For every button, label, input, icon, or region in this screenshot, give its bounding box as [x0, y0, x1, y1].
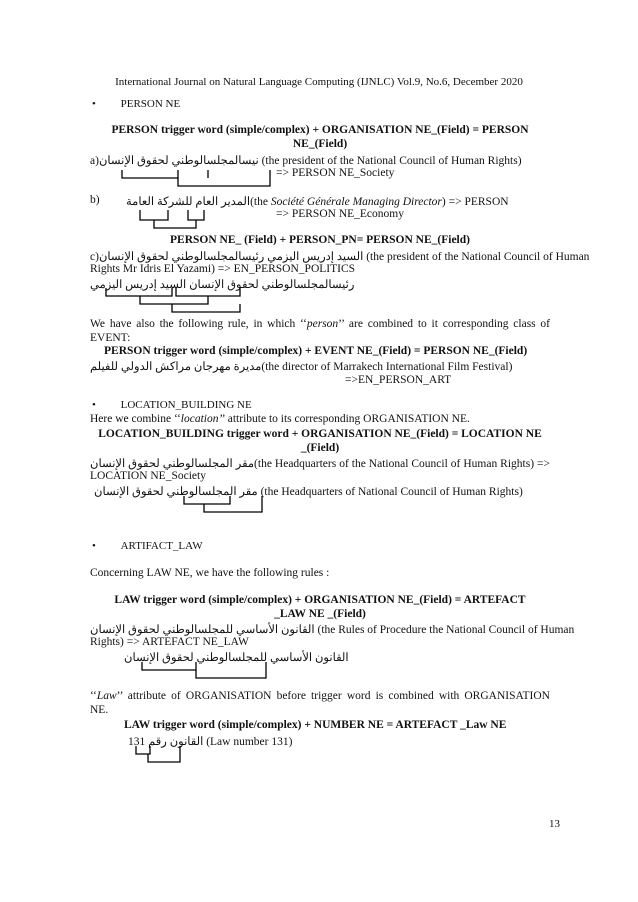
- artifact-example-arabic: القانون الأساسي للمجلسالوطني لحقوق الإنسان: [90, 624, 315, 636]
- event-intro-line2: EVENT:: [90, 332, 131, 344]
- bullet-symbol: •: [92, 98, 96, 110]
- artifact-note-post: ’’ attribute of ORGANISATION before trigger word is combined with ORGANISATION: [116, 690, 550, 702]
- example-a-arabic: نيسالمجلسالوطني لحقوق الإنسان: [98, 155, 259, 167]
- location-rule-line2: _(Field): [300, 442, 340, 454]
- bracket-art-2: [196, 662, 266, 678]
- artifact-example-english: (the Rules of Procedure the National Council of Human: [317, 624, 575, 636]
- bullet-symbol: •: [92, 399, 96, 411]
- page-number: 13: [549, 818, 560, 830]
- bullet-symbol: •: [92, 540, 96, 552]
- journal-header: International Journal on Natural Language Computing (IJNLC) Vol.9, No.6, December 2020: [115, 76, 523, 88]
- bracket-c-4: [172, 304, 240, 312]
- bullet-artifact-title: ARTIFACT_LAW: [120, 540, 203, 552]
- event-example-english: (the director of Marrakech International Film Festival): [261, 361, 513, 373]
- example-c-arabic: السيد إدريس اليزمي رئيسالمجلسالوطني لحقوق الإنسان: [98, 251, 364, 263]
- event-example-arabic: مديرة مهرجان مراكش الدولي للفيلم: [90, 361, 262, 373]
- bracket-b-1: [140, 210, 168, 220]
- event-intro-pre: We have also the following rule, in which ‘‘: [90, 318, 307, 330]
- location-example2-english: (the Headquarters of National Council of Human Rights): [260, 486, 523, 498]
- example-a: [90, 153, 522, 167]
- example-c-english-line1: (the president of the National Council of Human: [366, 251, 590, 263]
- location-example-english: (the Headquarters of the National Council of Human Rights) =>: [254, 458, 550, 470]
- event-intro-italic: person: [306, 318, 339, 330]
- location-example2-arabic: مقر المجلسالوطني لحقوق الإنسان: [94, 486, 258, 498]
- artifact-rule1-line1: LAW trigger word (simple/complex) + ORGANISATION NE_(Field) = ARTEFACT: [114, 594, 526, 606]
- example-b-eng-post: ) => PERSON: [441, 196, 509, 208]
- bullet-artifact: [92, 540, 203, 552]
- artifact-example-arabic-breakdown: القانون الأساسي للمجلسالوطني لحقوق الإنسان: [124, 652, 349, 664]
- bracket-c-3: [140, 296, 208, 304]
- artifact-note-italic: Law: [96, 690, 117, 702]
- bracket-law-2: [148, 746, 180, 762]
- example-a-english: (the president of the National Council of Human Rights): [261, 155, 522, 167]
- location-example-line1: [90, 456, 550, 470]
- example-c-line1: [90, 249, 590, 263]
- person-rule1-line2: NE_(Field): [292, 138, 348, 150]
- event-rule: PERSON trigger word (simple/complex) + EVENT NE_(Field) = PERSON NE_(Field): [104, 345, 528, 357]
- artifact-example2-english: (Law number 131): [206, 736, 293, 748]
- location-example-line2: LOCATION NE_Society: [90, 470, 206, 482]
- artifact-example2-arabic: القانون رقم 131: [128, 736, 204, 748]
- event-example: [90, 359, 512, 373]
- bullet-location-title: LOCATION_BUILDING NE: [120, 399, 252, 411]
- example-b-arabic: المدير العام للشركة العامة: [126, 196, 251, 208]
- artifact-note-pre: ‘‘: [90, 690, 97, 702]
- example-b-eng-pre: (the: [250, 196, 271, 208]
- example-c-label: c): [90, 251, 99, 263]
- bracket-a-2: [178, 170, 270, 186]
- artifact-intro: Concerning LAW NE, we have the following rules :: [90, 567, 330, 579]
- location-intro-post: attribute to its corresponding ORGANISATION NE.: [224, 413, 470, 425]
- event-intro-post: ’’ are combined to it corresponding class of: [338, 318, 550, 330]
- person-rule1-line1: PERSON trigger word (simple/complex) + ORGANISATION NE_(Field) = PERSON: [111, 124, 529, 136]
- artifact-example-line1: [90, 622, 575, 636]
- bracket-a-1: [122, 170, 178, 178]
- example-b-label: b): [90, 194, 100, 206]
- location-rule-line1: LOCATION_BUILDING trigger word + ORGANISATION NE_(Field) = LOCATION NE: [98, 428, 542, 440]
- location-intro-italic: location’’: [180, 413, 225, 425]
- artifact-note-line1: [90, 690, 550, 702]
- artifact-rule1-line2: _LAW NE _(Field): [274, 608, 366, 620]
- bracket-loc-2: [204, 496, 262, 512]
- example-c-arabic-breakdown: رئيسالمجلسالوطني لحقوق الإنسان السيد إدريس اليزمي: [90, 279, 355, 291]
- example-b-eng-italic: Société Générale Managing Director: [270, 196, 442, 208]
- bullet-person-title: PERSON NE: [120, 98, 181, 110]
- bullet-location: [92, 399, 252, 411]
- bracket-b-3: [154, 220, 196, 228]
- bullet-person: [92, 98, 180, 110]
- example-b-result: => PERSON NE_Economy: [276, 208, 404, 220]
- artifact-example2: [128, 734, 292, 748]
- artifact-example-line2: Rights) => ARTEFACT NE_LAW: [90, 636, 249, 648]
- event-intro-line1: [90, 318, 550, 330]
- location-example-arabic: مقر المجلسالوطني لحقوق الإنسان: [90, 458, 255, 470]
- event-example-result: =>EN_PERSON_ART: [345, 374, 452, 386]
- example-c-english-line2: Rights Mr Idris El Yazami) => EN_PERSON_POLITICS: [90, 263, 356, 275]
- location-intro: [90, 413, 470, 425]
- example-a-result: => PERSON NE_Society: [276, 167, 395, 179]
- example-a-label: a): [90, 155, 99, 167]
- example-b: [126, 194, 509, 208]
- artifact-rule2: LAW trigger word (simple/complex) + NUMBER NE = ARTEFACT _Law NE: [124, 719, 507, 731]
- artifact-note-line2: NE.: [90, 704, 109, 716]
- person-rule2: PERSON NE_ (Field) + PERSON_PN= PERSON NE_(Field): [170, 234, 470, 246]
- location-intro-pre: Here we combine ‘‘: [90, 413, 181, 425]
- location-example2: [94, 484, 523, 498]
- bracket-b-2: [188, 210, 204, 220]
